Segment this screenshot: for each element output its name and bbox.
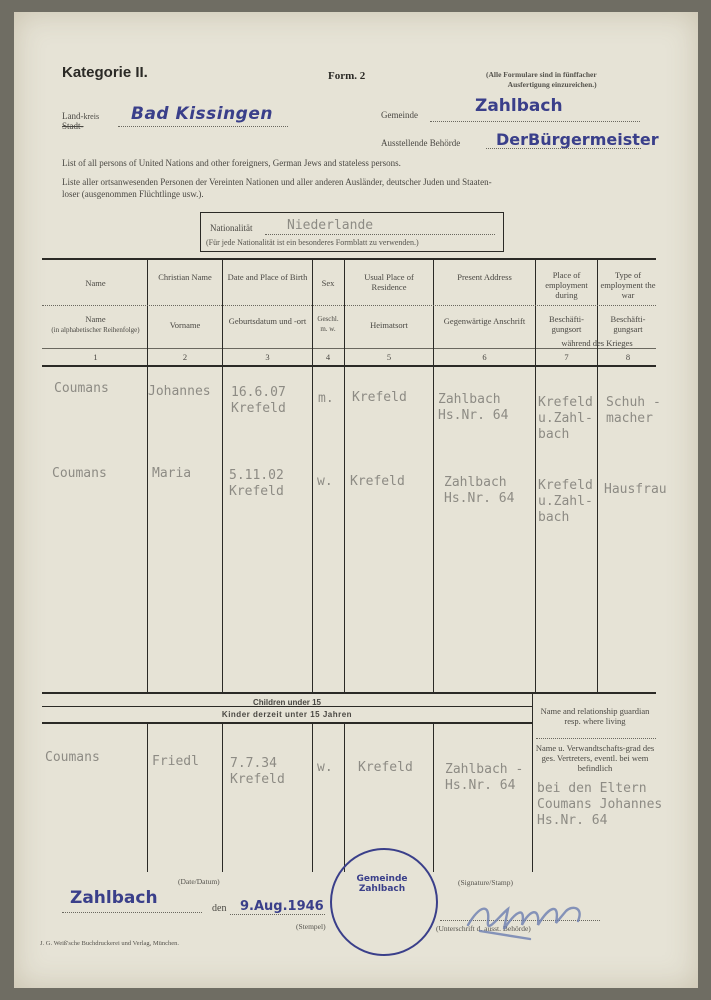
col-dob-en: Date and Place of Birth xyxy=(227,272,308,282)
col-number: 3 xyxy=(265,352,270,362)
row-employment: Krefeld u.Zahl- bach xyxy=(538,395,593,442)
col-residence-en: Usual Place of Residence xyxy=(364,272,414,292)
col-address-en: Present Address xyxy=(457,272,512,282)
col-number: 7 xyxy=(564,352,569,362)
child-name: Coumans xyxy=(45,750,100,765)
row-christian-name: Maria xyxy=(152,466,192,481)
col-number: 5 xyxy=(386,352,392,362)
child-sex: w. xyxy=(317,760,333,775)
children-heading: Children under 15 Kinder derzeit unter 15 Jahren xyxy=(221,698,353,719)
behoerde-value: DerBürgermeister xyxy=(496,130,659,149)
row-christian-name: Johannes xyxy=(148,384,211,399)
behoerde-label: Ausstellende Behörde xyxy=(381,138,461,148)
col-number: 8 xyxy=(625,352,631,362)
row-sex: w. xyxy=(317,474,333,489)
row-address: Zahlbach Hs.Nr. 64 xyxy=(444,475,515,506)
place-stamp: Zahlbach xyxy=(70,888,158,908)
date-label: (Date/Datum) xyxy=(178,877,220,886)
child-residence: Krefeld xyxy=(358,760,413,775)
guardian-label-de: Name u. Verwandtschafts-grad des ges. Vertreters, eventl. bei wem befindlich xyxy=(535,743,655,773)
col-type-de: Beschäfti- gungsart xyxy=(610,314,646,334)
col-employment-en: Place of employment during xyxy=(545,270,588,300)
nationality-value: Niederlande xyxy=(287,218,374,233)
col-christian-en: Christian Name xyxy=(158,272,212,282)
col-sex-en: Sex xyxy=(321,278,335,288)
date-stamp: 9.Aug.1946 xyxy=(240,899,324,914)
col-number: 2 xyxy=(182,352,188,362)
row-dob: 5.11.02 Krefeld xyxy=(229,468,284,499)
during-war-de: während des Krieges xyxy=(561,338,633,348)
col-dob-de: Geburtsdatum und -ort xyxy=(228,316,307,326)
intro-en: List of all persons of United Nations and other foreigners, German Jews and stateless persons. xyxy=(62,158,401,168)
nationality-label: Nationalität xyxy=(210,223,253,233)
child-dob: 7.7.34 Krefeld xyxy=(230,756,285,787)
col-name-de: Name (in alphabetischer Reihenfolge) xyxy=(51,314,140,334)
child-guardian: bei den Eltern Coumans Johannes Hs.Nr. 64 xyxy=(537,781,663,828)
col-sex-de: Geschl. m. w. xyxy=(317,315,339,333)
gemeinde-label: Gemeinde xyxy=(381,110,418,120)
intro-de: Liste aller ortsanwesenden Personen der Vereinten Nationen und aller anderen Ausländer, deutscher Juden und Staaten- loser (ausgenommen Flüchtlinge usw.). xyxy=(62,177,492,199)
child-christian-name: Friedl xyxy=(152,754,199,769)
category-heading: Kategorie II. xyxy=(62,64,148,81)
col-residence-de: Heimatsort xyxy=(370,320,408,330)
col-address-de: Gegenwärtige Anschrift xyxy=(443,316,526,326)
row-name: Coumans xyxy=(52,466,107,481)
copies-note: (Alle Formulare sind in fünffacher Ausfertigung einzureichen.) xyxy=(486,70,597,89)
unterschrift-label: (Unterschrift d. ausst. Behörde) xyxy=(436,924,531,933)
row-type: Schuh - macher xyxy=(606,395,661,426)
guardian-label-en: Name and relationship guardian resp. where living xyxy=(540,706,650,726)
handwritten-signature xyxy=(460,895,600,945)
gemeinde-value: Zahlbach xyxy=(475,96,563,116)
row-sex: m. xyxy=(318,391,334,406)
col-number: 4 xyxy=(325,352,331,362)
nationality-note: (Für jede Nationalität ist ein besonderes Formblatt zu verwenden.) xyxy=(206,238,419,247)
stempel-label: (Stempel) xyxy=(296,922,326,931)
row-name: Coumans xyxy=(54,381,109,396)
col-number: 1 xyxy=(93,352,98,362)
col-name-en: Name xyxy=(85,278,106,288)
child-address: Zahlbach - Hs.Nr. 64 xyxy=(445,762,524,793)
form-number: Form. 2 xyxy=(328,70,366,82)
den-label: den xyxy=(212,903,227,914)
col-employment-de: Beschäfti- gungsort xyxy=(549,314,584,334)
col-number: 6 xyxy=(482,352,487,362)
printer-imprint: J. G. Weiß'sche Buchdruckerei und Verlag, München. xyxy=(40,940,180,947)
row-type: Hausfrau xyxy=(604,482,667,497)
col-type-en: Type of employment the war xyxy=(600,270,656,300)
signature-stamp-label: (Signature/Stamp) xyxy=(458,878,513,887)
row-residence: Krefeld xyxy=(350,474,405,489)
row-dob: 16.6.07 Krefeld xyxy=(231,385,286,416)
col-christian-de: Vorname xyxy=(169,320,201,330)
row-employment: Krefeld u.Zahl- bach xyxy=(538,478,593,525)
row-address: Zahlbach Hs.Nr. 64 xyxy=(438,392,509,423)
landkreis-label: Land-kreis Stadt- xyxy=(62,111,100,131)
row-residence: Krefeld xyxy=(352,390,407,405)
landkreis-value: Bad Kissingen xyxy=(131,104,273,124)
municipal-seal: Gemeinde Zahlbach xyxy=(330,848,438,956)
